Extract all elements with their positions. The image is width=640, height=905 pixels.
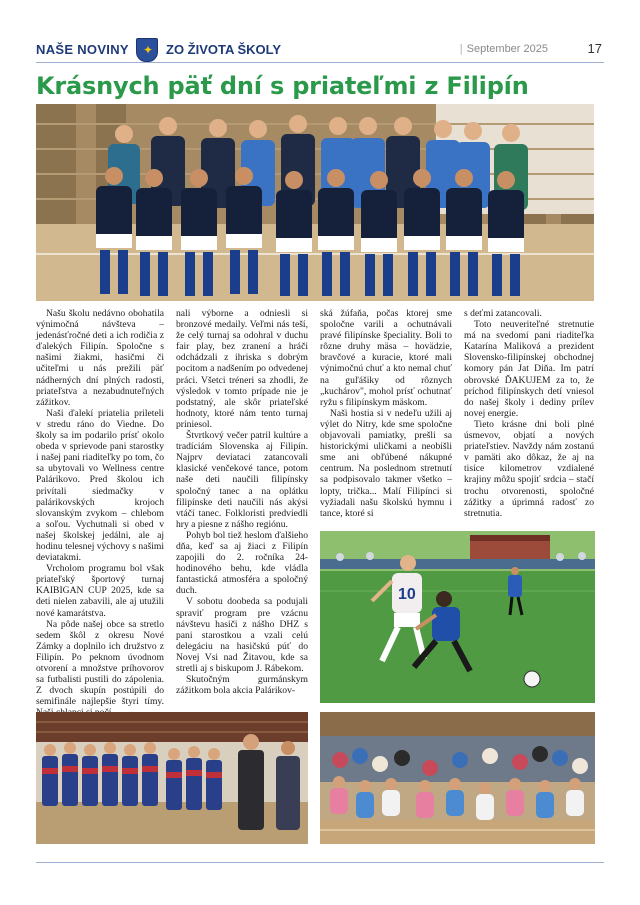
section-name: ZO ŽIVOTA ŠKOLY — [166, 42, 282, 57]
issue-date: | September 2025 — [460, 43, 548, 55]
article-column-3 — [320, 308, 452, 530]
article-column-1 — [36, 308, 164, 710]
paragraph: Štvrtkový večer patril kultúre a tradíciám Slovenska aj Filipín. Najprv deviataci zatancovali klasické venčekové tance, potom naše deti naučili filipínsky spoločný tanec a na oplátku filipínske deti naučili nás akýsi vtáčí tanec. Folkloristi predviedli hry a piesne z nášho regiónu. — [176, 430, 308, 530]
deer-crest-icon: ✦ — [136, 38, 158, 62]
paragraph: Našu školu nedávno obohatila výnimočná návšteva – jedenásťročné deti a ich rodičia z ďalekých Filipín. Spoločne s našimi žiakmi, hasičmi či učiteľmi u nás prežili päť nádherných dní plných radosti, priateľstva a nezabudnuteľných zážitkov. — [36, 308, 164, 408]
paragraph: Naši ďalekí priatelia prileteli v stredu ráno do Viedne. Do školy sa im podarilo prísť okolo obeda v sprievode pani starostky i našej pani riaditeľky po tom, čo sa ubytovali vo Wellness centre Palárikovo. Pred školou ich privítali siedmačky v palárikovských krojoch slovanským zvykom – chlebom a soľou. Vychutnali si obed v našej školskej jedálni, ale aj hodinu telesnej výchovy s našimi deviatakmi. — [36, 407, 164, 564]
newspaper-name: NAŠE NOVINY — [36, 42, 129, 57]
jersey-number: 10 — [398, 586, 416, 603]
article-column-2 — [176, 308, 308, 710]
article-column-4 — [464, 308, 594, 530]
paragraph: Vrcholom programu bol však priateľský športový turnaj KAIBIGAN CUP 2025, kde sa deti nielen zabavili, ale aj utužili nové kamarátstva. — [36, 563, 164, 619]
team-group-photo — [36, 104, 594, 301]
football-match-photo — [320, 531, 595, 703]
paragraph: Toto neuveriteľné stretnutie má na svedomí pani riaditeľka Katarína Maliková a prezident Slovensko-filipínskej obchodnej komory pán Jat Diňa. Im patrí obrovské ĎAKUJEM za to, že príchod filipínskych detí vniesol do našej školy i dediny prílev novej energie. — [464, 319, 594, 419]
paragraph: s deťmi zatancovali. — [464, 308, 542, 319]
header-divider — [36, 62, 604, 63]
paragraph: nali výborne a odniesli si bronzové medaily. Veľmi nás teší, že celý turnaj sa odohral v duchu fair play, bez zranení a hráči odchádzali z ihriska s dobrým pocitom a nadšením po odvedenej práci. Všetci tréneri sa zhodli, že výsledok v tomto prípade nie je podstatný, ale skôr priateľské hodnoty, ktoré nám tento turnaj priniesol. — [176, 308, 308, 430]
page-header — [36, 38, 604, 60]
paragraph: Tieto krásne dni boli plné úsmevov, objatí a nových priateľstiev. Navždy nám zostanú v pamäti ako dôkaz, že aj na tisíce kilometrov vzdialené krajiny môžu spojiť srdcia – stačí trochu otvorenosti, spoločné zážitky a úprimná radosť zo stretnutia. — [464, 418, 594, 519]
article-title: Krásnych päť dní s priateľmi z Filipín — [36, 72, 529, 100]
paragraph: Naši hostia si v nedeľu užili aj výlet do Nitry, kde sme spoločne objavovali pamiatky, prešli sa historickými uličkami a neobišli sme ani obľúbené nákupné centrum. Na poslednom stretnutí sa podpisovalo takmer všetko – lopty, trička... Malí Filipínci si vyžiadali našu školskú hymnu i tance, ktoré si — [320, 407, 452, 519]
folk-costume-photo — [36, 712, 308, 844]
audience-photo — [320, 712, 595, 844]
page-number: 17 — [587, 41, 602, 56]
paragraph: ská žúfaňa, počas ktorej sme spoločne varili a ochutnávali pravé filipínske špeciality. Boli to rôzne druhy mäsa – hovädzie, bravčové a kuracie, ktoré mali výnimočnú chuť a kto nemal chuť na guľášiky od rôznych „kuchárov", mohol prísť ochutnať ryžu s filipínskym mäskom. — [320, 308, 452, 408]
paragraph: Skutočným gurmánskym zážitkom bola akcia Palárikov- — [176, 674, 308, 697]
paragraph: Na pôde našej obce sa stretlo sedem škôl z okresu Nové Zámky a doplnilo ich družstvo z Filipín. Po peknom úvodnom otvorení a množstve príhovorov sa futbalisti pustili do zápolenia. Z dvoch skupín postúpili do semifinále najlepšie štyri tímy. — [36, 618, 164, 708]
footer-divider — [36, 862, 604, 863]
paragraph: Pohyb bol tiež heslom ďalšieho dňa, keď sa aj žiaci z Filipín zapojili do 2. ročníka 24-hodinového behu, kde vládla fantastická atmosféra a spoločný duch. — [176, 529, 308, 597]
paragraph: V sobotu doobeda sa podujali spraviť program pre vzácnu návštevu hasiči z nášho DHZ s pani starostkou a vzali celú delegáciu na hasičskú púť do Novej Vsi nad Žitavou, kde sa stretli aj s biskupom J. Rábekom. — [176, 596, 308, 674]
